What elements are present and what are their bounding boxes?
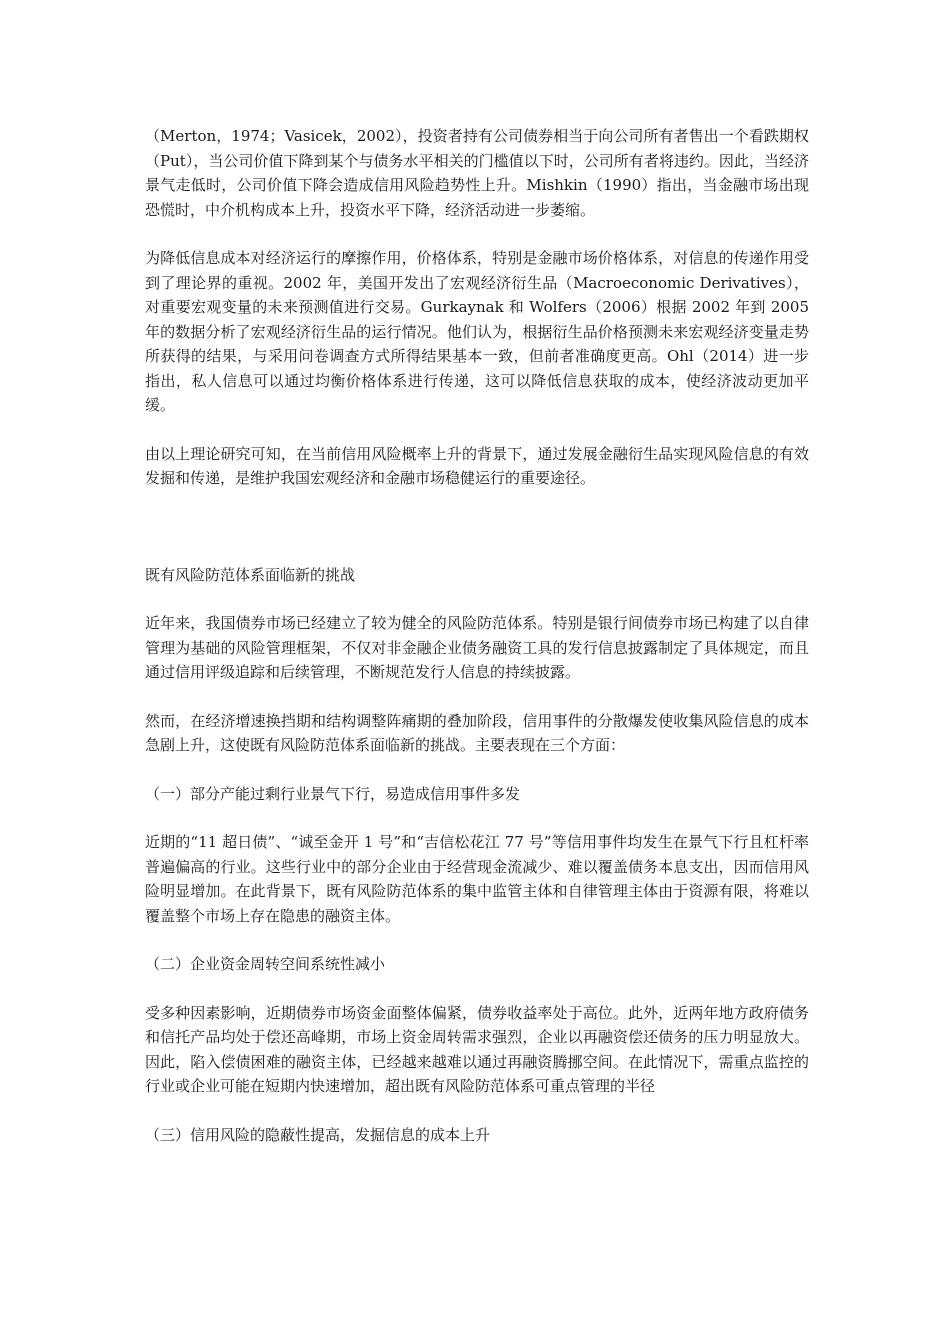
subheading-three: （三）信用风险的隐蔽性提高，发掘信息的成本上升 bbox=[145, 1125, 491, 1144]
paragraph-gap bbox=[145, 758, 809, 782]
section-gap bbox=[145, 491, 809, 563]
paragraph-gap bbox=[145, 928, 809, 952]
paragraph-challenges: 然而，在经济增速换挡期和结构调整阵痛期的叠加阶段，信用事件的分散爆发使收集风险信息的成本急剧上升，这使既有风险防范体系面临新的挑战。主要表现在三个方面： bbox=[145, 711, 809, 754]
document-page bbox=[145, 124, 809, 1147]
subheading-two: （二）企业资金周转空间系统性减小 bbox=[145, 955, 386, 973]
paragraph-gap bbox=[145, 222, 809, 246]
paragraph-funding: 受多种因素影响，近期债券市场资金面整体偏紧，债券收益率处于高位。此外，近两年地方政府债务和信托产品均处于偿还高峰期，市场上资金周转需求强烈，企业以再融资偿还债务的压力明显放大。因此，陷入偿债困难的融资主体，已经越来越难以通过再融资腾挪空间。在此情况下，需重点监控的行业或企业可能在短期内快速增加，超出既有风险防范体系可重点管理的半径 bbox=[145, 1003, 809, 1095]
paragraph-merton: （Merton，1974；Vasicek，2002），投资者持有公司债券相当于向公司所有者售出一个看跌期权（Put），当公司价值下降到某个与债务水平相关的门槛值以下时，公司所有者将违约。因此，当经济景气走低时，公司价值下降会造成信用风险趋势性上升。Mishkin（1990）指出，当金融市场出现恐慌时，中介机构成本上升，投资水平下降，经济活动进一步萎缩。 bbox=[145, 127, 809, 219]
paragraph-gap bbox=[145, 806, 809, 830]
subheading-one: （一）部分产能过剩行业景气下行，易造成信用事件多发 bbox=[145, 784, 521, 803]
paragraph-credit-events: 近期的“11 超日债”、“诚至金开 1 号”和“吉信松花江 77 号”等信用事件均发生在景气下行且杠杆率普遍偏高的行业。这些行业中的部分企业由于经营现金流减少、难以覆盖债务本息支出，因而信用风险明显增加。在此背景下，既有风险防范体系的集中监管主体和自律管理主体由于资源有限，将难以覆盖整个市场上存在隐患的融资主体。 bbox=[145, 833, 809, 925]
paragraph-conclusion: 由以上理论研究可知，在当前信用风险概率上升的背景下，通过发展金融衍生品实现风险信息的有效发掘和传递，是维护我国宏观经济和金融市场稳健运行的重要途径。 bbox=[145, 444, 809, 487]
paragraph-gap bbox=[145, 418, 809, 442]
paragraph-gap bbox=[145, 685, 809, 709]
paragraph-price-system: 为降低信息成本对经济运行的摩擦作用，价格体系，特别是金融市场价格体系，对信息的传递作用受到了理论界的重视。2002 年，美国开发出了宏观经济衍生品（Macroeconomic Derivatives），对重要宏观变量的未来预测值进行交易。Gurkaynak 和 Wolfers（2006）根据 2002 年到 2005 年的数据分析了宏观经济衍生品的运行情况。他们认为，根据衍生品价格预测未来宏观经济变量走势所获得的结果，与采用问卷调查方式所得结果基本一致，但前者准确度更高。Ohl（2014）进一步指出，私人信息可以通过均衡价格体系进行传递，这可以降低信息获取的成本，使经济波动更加平缓。 bbox=[145, 249, 809, 414]
paragraph-gap bbox=[145, 977, 809, 1001]
paragraph-gap bbox=[145, 1099, 809, 1123]
paragraph-risk-system: 近年来，我国债券市场已经建立了较为健全的风险防范体系。特别是银行间债券市场已构建了以自律管理为基础的风险管理框架，不仅对非金融企业债务融资工具的发行信息披露制定了具体规定，而且通过信用评级追踪和后续管理，不断规范发行人信息的持续披露。 bbox=[145, 614, 809, 681]
paragraph-gap bbox=[145, 587, 809, 611]
section-heading: 既有风险防范体系面临新的挑战 bbox=[145, 565, 356, 584]
